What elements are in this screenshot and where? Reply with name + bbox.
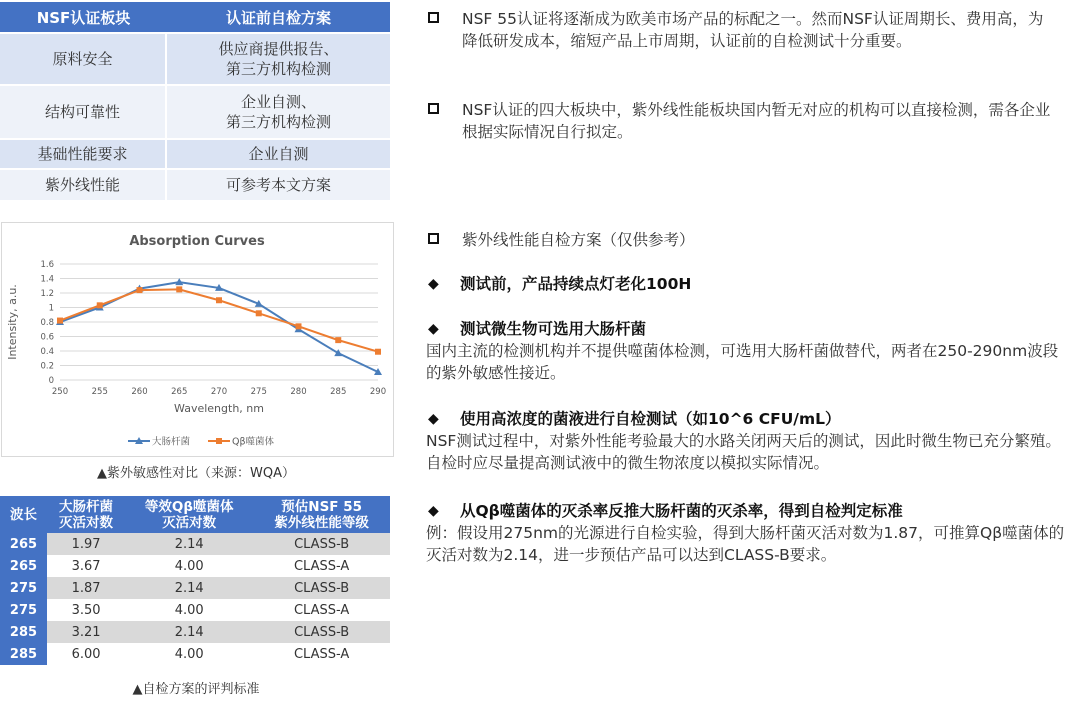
- legend-marker: [216, 438, 222, 444]
- header-line: 紫外线性能等级: [274, 514, 369, 531]
- data-point: [216, 297, 222, 303]
- wavelength-cell: 285: [0, 621, 47, 643]
- diamond-bullet-icon: ◆: [428, 503, 439, 519]
- y-tick-label: 0.8: [40, 318, 54, 328]
- eval-header-qbeta: [125, 496, 253, 533]
- table-row: [0, 643, 390, 665]
- checkbox-square-icon: [428, 103, 439, 114]
- checkbox-square-icon: [428, 12, 439, 23]
- cert-plan-cell: 企业自测、 第三方机构检测: [167, 86, 390, 138]
- diamond-bullet-icon: ◆: [428, 276, 439, 292]
- ecoli-log-cell: 6.00: [47, 643, 125, 665]
- x-tick-label: 280: [290, 387, 307, 397]
- module-paragraph: NSF认证的四大板块中，紫外线性能板块国内暂无对应的机构可以直接检测，需各企业根据实际情况自行拟定。: [428, 99, 1058, 143]
- qbeta-log-cell: 2.14: [125, 533, 253, 555]
- table-row: [0, 577, 390, 599]
- eval-header-ecoli: [47, 496, 125, 533]
- cert-block-cell: 原料安全: [0, 34, 167, 84]
- wavelength-cell: 265: [0, 533, 47, 555]
- grade-cell: CLASS-A: [253, 599, 390, 621]
- grade-cell: CLASS-A: [253, 555, 390, 577]
- x-tick-label: 260: [131, 387, 148, 397]
- qbeta-log-cell: 4.00: [125, 555, 253, 577]
- y-tick-label: 0.6: [40, 332, 54, 343]
- x-tick-label: 265: [171, 387, 188, 397]
- data-point: [176, 286, 182, 292]
- legend-label: Qβ噬菌体: [232, 436, 275, 448]
- y-axis-label: Intensity, a.u.: [6, 284, 19, 360]
- x-tick-label: 275: [250, 387, 267, 397]
- x-tick-label: 270: [210, 387, 228, 397]
- step-concentration: ◆ 使用高浓度的菌液进行自检测试（如10^6 CFU/mL） NSF测试过程中，对紫外性能考验最大的水路关闭两天后的测试，因此时微生物已充分繁殖。自检时应尽量提高测试液中的微生物浓度以模拟实际情况。: [426, 410, 1061, 472]
- evaluation-table: [0, 496, 390, 665]
- y-tick-label: 1.4: [40, 274, 54, 285]
- header-line: 灭活对数: [59, 514, 114, 531]
- ecoli-log-cell: 1.97: [47, 533, 125, 555]
- chart-title: Absorption Curves: [129, 234, 265, 249]
- eval-table-header: [0, 496, 390, 533]
- data-point: [334, 349, 342, 356]
- step-aging: ◆ 测试前，产品持续点灯老化100H: [428, 275, 692, 293]
- wavelength-cell: 275: [0, 599, 47, 621]
- step-microbe: ◆ 测试微生物可选用大肠杆菌 国内主流的检测机构并不提供噬菌体检测，可选用大肠杆菌做替代，两者在250-290nm波段的紫外敏感性接近。: [426, 320, 1059, 382]
- wavelength-cell: 265: [0, 555, 47, 577]
- y-tick-label: 0.2: [40, 361, 54, 372]
- qbeta-log-cell: 4.00: [125, 599, 253, 621]
- header-line: 灭活对数: [162, 514, 217, 531]
- intro-paragraph: NSF 55认证将逐渐成为欧美市场产品的标配之一。然而NSF认证周期长、费用高，为降低研发成本，缩短产品上市周期，认证前的自检测试十分重要。: [428, 8, 1058, 52]
- grade-cell: CLASS-B: [253, 533, 390, 555]
- data-point: [335, 337, 341, 343]
- data-point: [296, 323, 302, 329]
- eval-header-wavelength: 波长: [0, 496, 47, 533]
- step-criteria: ◆ 从Qβ噬菌体的灭杀率反推大肠杆菌的灭杀率，得到自检判定标准 例：假设用275nm的光源进行自检实验，得到大肠杆菌灭活对数为1.87，可推算Qβ噬菌体的灭活对数为2.14，进一步预估产品可以达到CLASS-B要求。: [426, 502, 1065, 564]
- header-line: 预估NSF 55: [281, 498, 363, 515]
- data-point: [375, 349, 381, 355]
- table-row: [0, 533, 390, 555]
- x-tick-label: 250: [51, 387, 69, 397]
- wavelength-cell: 275: [0, 577, 47, 599]
- data-point: [97, 302, 103, 308]
- data-point: [57, 318, 63, 324]
- y-tick-label: 1.6: [40, 260, 54, 270]
- y-tick-label: 0.4: [40, 347, 54, 357]
- y-tick-label: 1.2: [40, 289, 54, 299]
- table-row: [0, 34, 390, 84]
- x-tick-label: 285: [330, 387, 347, 397]
- chart-caption: ▲紫外敏感性对比（来源：WQA）: [97, 466, 295, 481]
- ecoli-log-cell: 1.87: [47, 577, 125, 599]
- ecoli-log-cell: 3.50: [47, 599, 125, 621]
- qbeta-log-cell: 4.00: [125, 643, 253, 665]
- qbeta-log-cell: 2.14: [125, 621, 253, 643]
- diamond-bullet-icon: ◆: [428, 411, 439, 427]
- cert-header-plan: 认证前自检方案: [167, 2, 390, 32]
- cert-block-cell: 基础性能要求: [0, 140, 167, 168]
- table-row: [0, 140, 390, 168]
- wavelength-cell: 285: [0, 643, 47, 665]
- grade-cell: CLASS-A: [253, 643, 390, 665]
- chart-svg: [2, 223, 393, 456]
- cert-plan-cell: 可参考本文方案: [167, 170, 390, 200]
- table-row: [0, 555, 390, 577]
- eval-caption: ▲自检方案的评判标准: [132, 682, 260, 697]
- table-row: [0, 621, 390, 643]
- cert-block-cell: 结构可靠性: [0, 86, 167, 138]
- cert-plan-cell: 供应商提供报告、 第三方机构检测: [167, 34, 390, 84]
- grade-cell: CLASS-B: [253, 577, 390, 599]
- x-tick-label: 255: [91, 387, 108, 397]
- series-line: [60, 282, 378, 372]
- data-point: [137, 287, 143, 293]
- table-row: [0, 599, 390, 621]
- table-row: [0, 86, 390, 138]
- table-row: [0, 170, 390, 200]
- diamond-bullet-icon: ◆: [428, 321, 439, 337]
- data-point: [256, 310, 262, 316]
- ecoli-log-cell: 3.67: [47, 555, 125, 577]
- absorption-chart: [1, 222, 394, 457]
- checkbox-square-icon: [428, 233, 439, 244]
- certification-table: [0, 0, 390, 202]
- cert-table-header: [0, 2, 390, 32]
- x-tick-label: 290: [369, 387, 387, 397]
- cert-plan-cell: 企业自测: [167, 140, 390, 168]
- eval-header-grade: [253, 496, 390, 533]
- scheme-heading: 紫外线性能自检方案（仅供参考）: [428, 229, 1058, 251]
- cert-header-block: NSF认证板块: [0, 2, 167, 32]
- qbeta-log-cell: 2.14: [125, 577, 253, 599]
- x-axis-label: Wavelength, nm: [174, 402, 264, 415]
- legend-label: 大肠杆菌: [152, 436, 191, 448]
- ecoli-log-cell: 3.21: [47, 621, 125, 643]
- header-line: 大肠杆菌: [59, 498, 114, 515]
- y-tick-label: 1: [48, 303, 54, 314]
- header-line: 等效Qβ噬菌体: [144, 498, 234, 515]
- cert-block-cell: 紫外线性能: [0, 170, 167, 200]
- grade-cell: CLASS-B: [253, 621, 390, 643]
- y-tick-label: 0: [48, 376, 54, 386]
